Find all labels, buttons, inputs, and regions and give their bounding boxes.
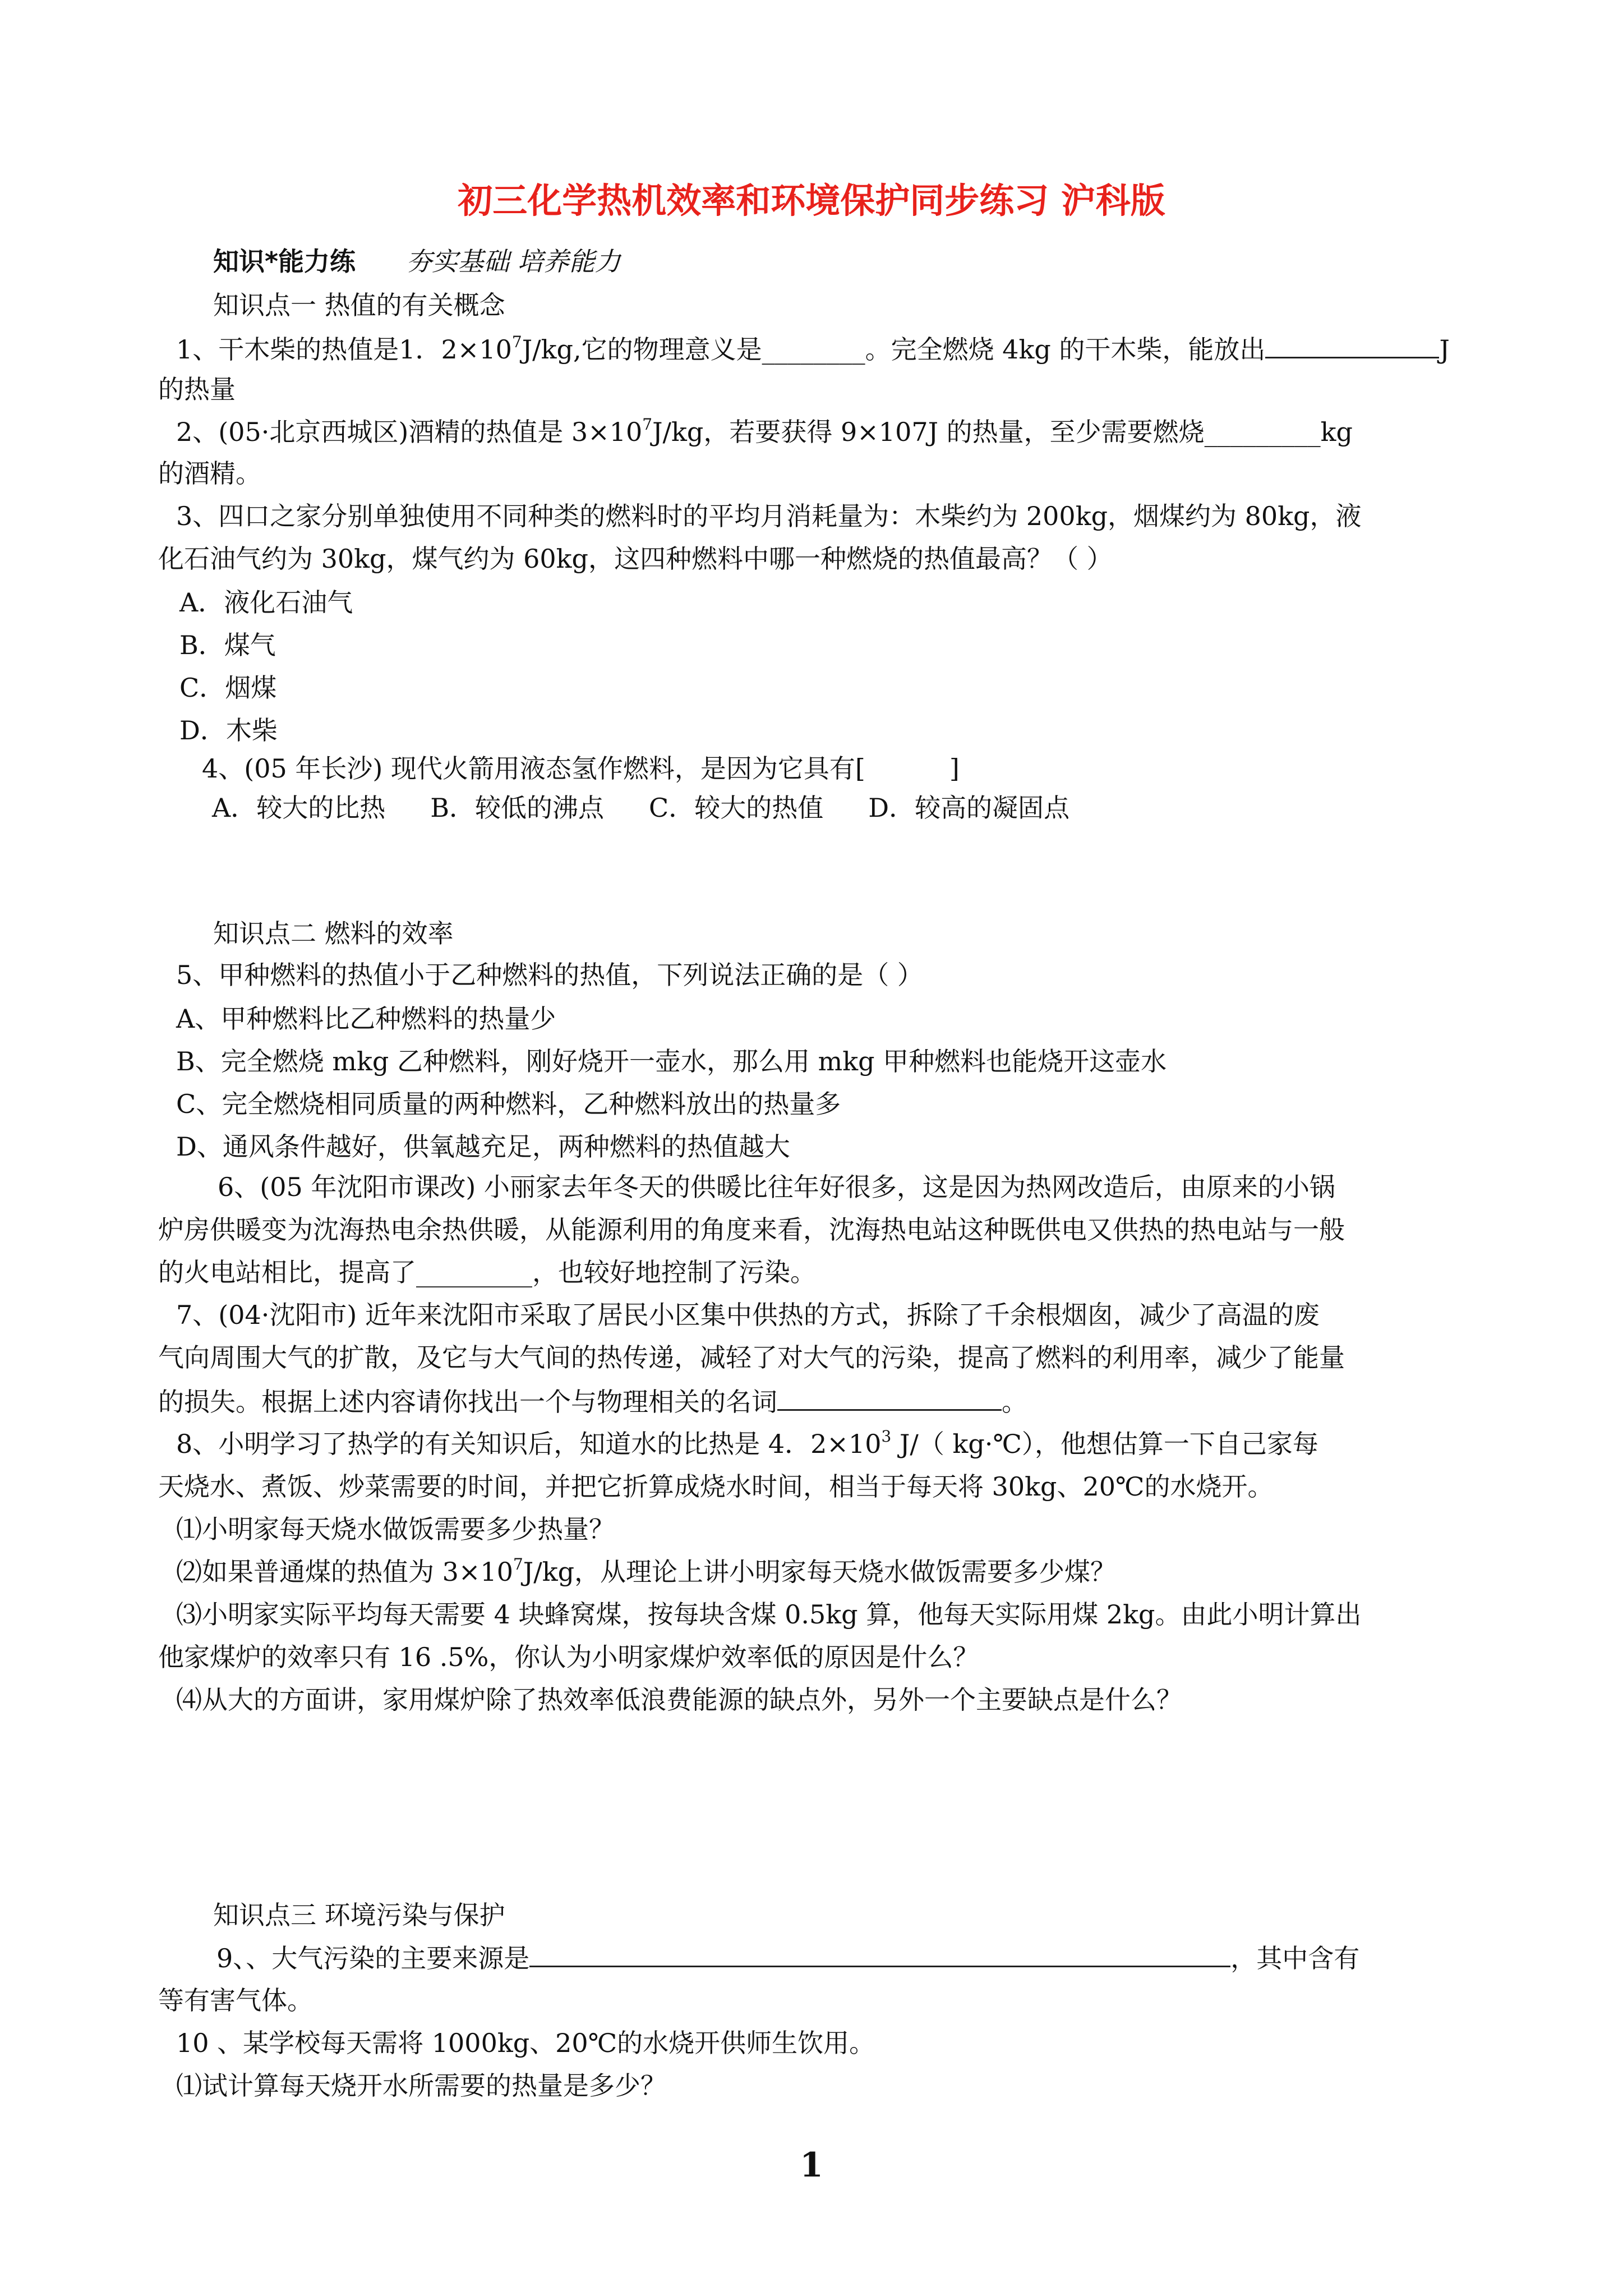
q9-text-b: ，其中含有 <box>1230 1943 1360 1973</box>
q8-part-2 <box>176 1555 1116 1589</box>
q1-exponent: 7 <box>511 332 522 351</box>
section-3-heading: 知识点三 环境污染与保护 <box>213 1900 505 1930</box>
q3-option-d: D．木柴 <box>179 715 278 746</box>
question-2 <box>176 415 1353 449</box>
q1-answer-blank[interactable] <box>1265 331 1439 358</box>
question-4 <box>202 752 960 785</box>
question-7-line-3 <box>158 1383 1027 1419</box>
q5-option-b: B、完全燃烧 mkg 乙种燃料，刚好烧开一壶水，那么用 mkg 甲种燃料也能烧开这壶水 <box>176 1046 1167 1076</box>
q8-part-3-line-1: ⑶小明家实际平均每天需要 4 块蜂窝煤，按每块含煤 0.5kg 算，他每天实际用煤 2kg。由此小明计算出 <box>176 1599 1362 1630</box>
q4-option-a: A．较大的比热 <box>212 793 386 823</box>
question-3-line-1: 3、四口之家分别单独使用不同种类的燃料时的平均月消耗量为：木柴约为 200kg，烟煤约为 80kg，液 <box>176 501 1362 531</box>
question-3-line-2: 化石油气约为 30kg，煤气约为 60kg，这四种燃料中哪一种燃烧的热值最高？（ ） <box>158 544 1113 574</box>
q8-part-2-b: J/kg，从理论上讲小明家每天烧水做饭需要多少煤？ <box>523 1557 1117 1587</box>
q2-text-a: 2、(05·北京西城区)酒精的热值是 3×10 <box>176 417 643 447</box>
page-number: 1 <box>800 2146 823 2185</box>
q8-part-4: ⑷从大的方面讲，家用煤炉除了热效率低浪费能源的缺点外，另外一个主要缺点是什么？ <box>176 1685 1182 1715</box>
section-2-heading: 知识点二 燃料的效率 <box>213 918 454 949</box>
question-8-line-2: 天烧水、煮饭、炒菜需要的时间，并把它折算成烧水时间，相当于每天将 30kg、20℃的水烧开。 <box>158 1471 1274 1502</box>
q4-bracket-close: ] <box>949 753 960 784</box>
q9-text-a: 9、、大气污染的主要来源是 <box>216 1943 530 1973</box>
q1-text-b: J/kg,它的物理意义是________。完全燃烧 4kg 的干木柴，能放出 <box>522 334 1266 365</box>
q7-period: 。 <box>1002 1387 1027 1417</box>
q3-option-a: A．液化石油气 <box>179 587 353 618</box>
q1-unit: J <box>1439 334 1450 365</box>
q5-option-c: C、完全燃烧相同质量的两种燃料，乙种燃料放出的热量多 <box>176 1089 841 1119</box>
q2-text-b: J/kg，若要获得 9×107J 的热量，至少需要燃烧_________kg <box>652 417 1353 447</box>
question-1-line-2: 的热量 <box>158 374 236 404</box>
q8-part-1: ⑴小明家每天烧水做饭需要多少热量？ <box>176 1514 615 1544</box>
q3-option-b: B．煤气 <box>179 630 276 660</box>
practice-subtitle: 夯实基础 培养能力 <box>406 246 621 277</box>
q7-text: 的损失。根据上述内容请你找出一个与物理相关的名词 <box>158 1387 777 1417</box>
question-6-line-1: 6、(05 年沈阳市课改) 小丽家去年冬天的供暖比往年好很多，这是因为热网改造后，由原来的小锅 <box>218 1172 1335 1202</box>
question-9 <box>216 1940 1359 1975</box>
q4-option-d: D．较高的凝固点 <box>868 793 1070 823</box>
question-8-line-1 <box>176 1427 1318 1461</box>
q5-option-a: A、甲种燃料比乙种燃料的热量少 <box>176 1004 556 1034</box>
q4-options <box>212 791 1069 825</box>
question-6-line-2: 炉房供暖变为沈海热电余热供暖，从能源利用的角度来看，沈海热电站这种既供电又供热的热电站与一般 <box>158 1214 1345 1245</box>
question-10: 10 、某学校每天需将 1000kg、20℃的水烧开供师生饮用。 <box>176 2028 875 2058</box>
q8-text-b: J/（ kg·℃），他想估算一下自己家每 <box>891 1429 1318 1459</box>
q3-option-c: C．烟煤 <box>179 673 277 703</box>
question-2-line-2: 的酒精。 <box>158 458 261 489</box>
q8-text-a: 8、小明学习了热学的有关知识后，知道水的比热是 4．2×10 <box>176 1429 882 1459</box>
q8-exponent: 3 <box>881 1427 892 1446</box>
question-6-line-3: 的火电站相比，提高了_________，也较好地控制了污染。 <box>158 1257 816 1287</box>
q1-text-a: 1、干木柴的热值是1．2×10 <box>176 334 512 365</box>
q8-part-2-exponent: 7 <box>513 1554 523 1573</box>
q9-answer-blank[interactable] <box>529 1940 1230 1967</box>
question-7-line-2: 气向周围大气的扩散，及它与大气间的热传递，减轻了对大气的污染，提高了燃料的利用率，减少了能量 <box>158 1342 1345 1373</box>
q4-option-c: C．较大的热值 <box>649 793 824 823</box>
q8-part-3-line-2: 他家煤炉的效率只有 16 .5%，你认为小明家煤炉效率低的原因是什么？ <box>158 1642 979 1672</box>
practice-label: 知识*能力练 <box>213 246 356 277</box>
section-1-heading: 知识点一 热值的有关概念 <box>213 290 505 320</box>
q2-exponent: 7 <box>642 415 653 434</box>
q10-part-1: ⑴试计算每天烧开水所需要的热量是多少？ <box>176 2070 666 2101</box>
question-7-line-1: 7、(04·沈阳市) 近年来沈阳市采取了居民小区集中供热的方式，拆除了千余根烟囱，减少了高温的废 <box>176 1300 1320 1330</box>
q8-part-2-a: ⑵如果普通煤的热值为 3×10 <box>176 1557 513 1587</box>
question-9-line-2: 等有害气体。 <box>158 1985 313 2016</box>
q7-answer-blank[interactable] <box>777 1383 1002 1411</box>
practice-header <box>213 245 621 278</box>
question-5: 5、甲种燃料的热值小于乙种燃料的热值，下列说法正确的是（ ） <box>176 960 923 990</box>
question-1 <box>176 331 1450 366</box>
q5-option-d: D、通风条件越好，供氧越充足，两种燃料的热值越大 <box>176 1131 790 1162</box>
q4-text: 4、(05 年长沙) 现代火箭用液态氢作燃料，是因为它具有[ <box>202 753 865 784</box>
page-title: 初三化学热机效率和环境保护同步练习 沪科版 <box>458 180 1165 221</box>
q4-option-b: B．较低的沸点 <box>430 793 605 823</box>
